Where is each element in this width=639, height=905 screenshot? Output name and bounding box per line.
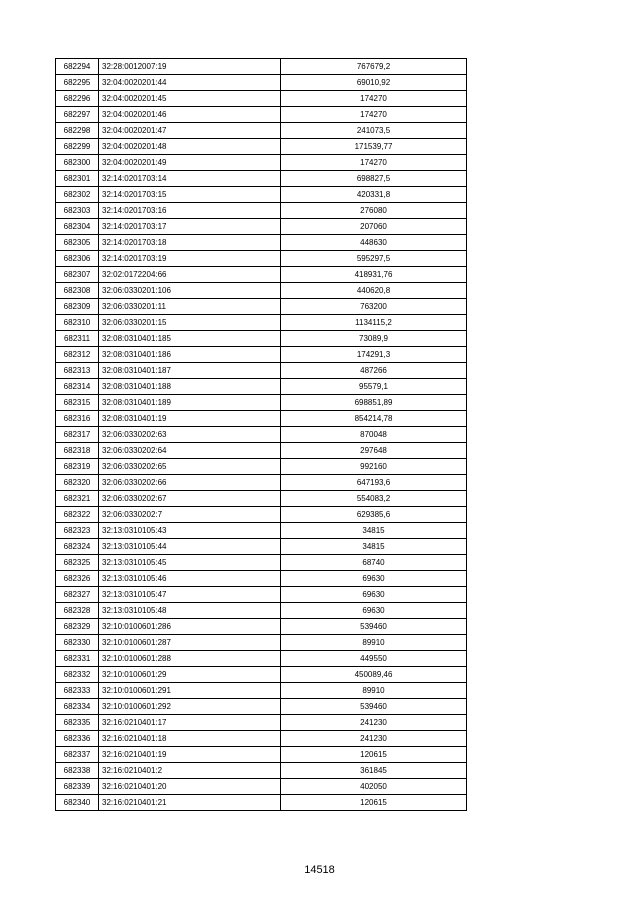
row-number-cell: 682321	[56, 491, 99, 507]
cadastral-value-cell: 69630	[281, 571, 467, 587]
table-row	[56, 379, 467, 395]
row-number-cell: 682317	[56, 427, 99, 443]
cadastral-number-cell: 32:14:0201703:18	[99, 235, 281, 251]
row-number-cell: 682323	[56, 523, 99, 539]
cadastral-number-cell: 32:06:0330202:63	[99, 427, 281, 443]
cadastral-value-cell: 34815	[281, 539, 467, 555]
cadastral-number-cell: 32:13:0310105:47	[99, 587, 281, 603]
cadastral-value-cell: 539460	[281, 619, 467, 635]
table-row	[56, 75, 467, 91]
row-number-cell: 682327	[56, 587, 99, 603]
cadastral-value-cell: 595297,5	[281, 251, 467, 267]
cadastral-number-cell: 32:08:0310401:188	[99, 379, 281, 395]
cadastral-number-cell: 32:08:0310401:19	[99, 411, 281, 427]
cadastral-value-cell: 174291,3	[281, 347, 467, 363]
cadastral-number-cell: 32:06:0330202:66	[99, 475, 281, 491]
cadastral-value-cell: 34815	[281, 523, 467, 539]
table-row	[56, 555, 467, 571]
cadastral-number-cell: 32:10:0100601:291	[99, 683, 281, 699]
table-row	[56, 139, 467, 155]
cadastral-value-cell: 89910	[281, 683, 467, 699]
row-number-cell: 682334	[56, 699, 99, 715]
table-row	[56, 331, 467, 347]
table-row	[56, 443, 467, 459]
table-row	[56, 683, 467, 699]
cadastral-number-cell: 32:10:0100601:288	[99, 651, 281, 667]
row-number-cell: 682312	[56, 347, 99, 363]
cadastral-number-cell: 32:04:0020201:49	[99, 155, 281, 171]
cadastral-number-cell: 32:28:0012007:19	[99, 59, 281, 75]
row-number-cell: 682316	[56, 411, 99, 427]
table-row	[56, 651, 467, 667]
cadastral-value-cell: 207060	[281, 219, 467, 235]
table-row	[56, 347, 467, 363]
row-number-cell: 682340	[56, 795, 99, 811]
cadastral-number-cell: 32:10:0100601:287	[99, 635, 281, 651]
cadastral-number-cell: 32:10:0100601:286	[99, 619, 281, 635]
table-row	[56, 155, 467, 171]
cadastral-value-cell: 418931,76	[281, 267, 467, 283]
row-number-cell: 682300	[56, 155, 99, 171]
cadastral-number-cell: 32:13:0310105:43	[99, 523, 281, 539]
cadastral-value-cell: 241230	[281, 731, 467, 747]
row-number-cell: 682307	[56, 267, 99, 283]
cadastral-number-cell: 32:14:0201703:16	[99, 203, 281, 219]
cadastral-value-cell: 420331,8	[281, 187, 467, 203]
cadastral-value-cell: 174270	[281, 155, 467, 171]
cadastral-value-table	[55, 58, 467, 811]
table-row	[56, 539, 467, 555]
cadastral-number-cell: 32:06:0330202:7	[99, 507, 281, 523]
row-number-cell: 682329	[56, 619, 99, 635]
table-row	[56, 203, 467, 219]
cadastral-number-cell: 32:14:0201703:17	[99, 219, 281, 235]
cadastral-number-cell: 32:04:0020201:48	[99, 139, 281, 155]
row-number-cell: 682315	[56, 395, 99, 411]
cadastral-value-cell: 297648	[281, 443, 467, 459]
cadastral-value-cell: 448630	[281, 235, 467, 251]
table-row	[56, 507, 467, 523]
cadastral-number-cell: 32:06:0330201:15	[99, 315, 281, 331]
row-number-cell: 682338	[56, 763, 99, 779]
table-row	[56, 459, 467, 475]
table-row	[56, 187, 467, 203]
table-row	[56, 315, 467, 331]
table-row	[56, 107, 467, 123]
table-row	[56, 123, 467, 139]
cadastral-number-cell: 32:04:0020201:46	[99, 107, 281, 123]
row-number-cell: 682333	[56, 683, 99, 699]
cadastral-number-cell: 32:04:0020201:45	[99, 91, 281, 107]
cadastral-value-cell: 854214,78	[281, 411, 467, 427]
row-number-cell: 682298	[56, 123, 99, 139]
cadastral-value-cell: 629385,6	[281, 507, 467, 523]
table-row	[56, 779, 467, 795]
cadastral-value-cell: 89910	[281, 635, 467, 651]
cadastral-number-cell: 32:16:0210401:20	[99, 779, 281, 795]
cadastral-number-cell: 32:04:0020201:44	[99, 75, 281, 91]
table-row	[56, 699, 467, 715]
table-row	[56, 171, 467, 187]
row-number-cell: 682331	[56, 651, 99, 667]
cadastral-number-cell: 32:16:0210401:17	[99, 715, 281, 731]
row-number-cell: 682314	[56, 379, 99, 395]
row-number-cell: 682318	[56, 443, 99, 459]
cadastral-number-cell: 32:13:0310105:44	[99, 539, 281, 555]
cadastral-number-cell: 32:08:0310401:189	[99, 395, 281, 411]
cadastral-number-cell: 32:16:0210401:18	[99, 731, 281, 747]
row-number-cell: 682339	[56, 779, 99, 795]
cadastral-number-cell: 32:13:0310105:46	[99, 571, 281, 587]
table-row	[56, 763, 467, 779]
cadastral-number-cell: 32:14:0201703:19	[99, 251, 281, 267]
row-number-cell: 682303	[56, 203, 99, 219]
cadastral-value-cell: 767679,2	[281, 59, 467, 75]
cadastral-value-cell: 69630	[281, 603, 467, 619]
table-row	[56, 523, 467, 539]
row-number-cell: 682302	[56, 187, 99, 203]
row-number-cell: 682326	[56, 571, 99, 587]
cadastral-number-cell: 32:10:0100601:292	[99, 699, 281, 715]
table-row	[56, 251, 467, 267]
cadastral-number-cell: 32:10:0100601:29	[99, 667, 281, 683]
row-number-cell: 682299	[56, 139, 99, 155]
table-row	[56, 267, 467, 283]
cadastral-value-cell: 95579,1	[281, 379, 467, 395]
cadastral-value-cell: 698851,89	[281, 395, 467, 411]
row-number-cell: 682301	[56, 171, 99, 187]
cadastral-number-cell: 32:06:0330202:65	[99, 459, 281, 475]
row-number-cell: 682297	[56, 107, 99, 123]
cadastral-number-cell: 32:08:0310401:186	[99, 347, 281, 363]
row-number-cell: 682332	[56, 667, 99, 683]
cadastral-value-cell: 241073,5	[281, 123, 467, 139]
cadastral-value-cell: 698827,5	[281, 171, 467, 187]
table-row	[56, 427, 467, 443]
row-number-cell: 682313	[56, 363, 99, 379]
table-row	[56, 571, 467, 587]
row-number-cell: 682304	[56, 219, 99, 235]
cadastral-number-cell: 32:16:0210401:21	[99, 795, 281, 811]
table-row	[56, 283, 467, 299]
cadastral-value-cell: 539460	[281, 699, 467, 715]
row-number-cell: 682335	[56, 715, 99, 731]
table-row	[56, 587, 467, 603]
row-number-cell: 682310	[56, 315, 99, 331]
table-row	[56, 603, 467, 619]
row-number-cell: 682305	[56, 235, 99, 251]
row-number-cell: 682308	[56, 283, 99, 299]
table-row	[56, 731, 467, 747]
row-number-cell: 682306	[56, 251, 99, 267]
cadastral-value-cell: 870048	[281, 427, 467, 443]
cadastral-number-cell: 32:13:0310105:45	[99, 555, 281, 571]
cadastral-value-cell: 174270	[281, 91, 467, 107]
row-number-cell: 682337	[56, 747, 99, 763]
table-row	[56, 411, 467, 427]
row-number-cell: 682294	[56, 59, 99, 75]
table-row	[56, 219, 467, 235]
cadastral-number-cell: 32:16:0210401:2	[99, 763, 281, 779]
cadastral-value-cell: 554083,2	[281, 491, 467, 507]
cadastral-value-cell: 402050	[281, 779, 467, 795]
cadastral-value-cell: 120615	[281, 795, 467, 811]
cadastral-number-cell: 32:13:0310105:48	[99, 603, 281, 619]
cadastral-value-cell: 1134115,2	[281, 315, 467, 331]
row-number-cell: 682325	[56, 555, 99, 571]
cadastral-number-cell: 32:06:0330202:67	[99, 491, 281, 507]
cadastral-value-cell: 449550	[281, 651, 467, 667]
table-row	[56, 363, 467, 379]
cadastral-value-cell: 763200	[281, 299, 467, 315]
table-row	[56, 235, 467, 251]
cadastral-value-cell: 992160	[281, 459, 467, 475]
table-row	[56, 59, 467, 75]
row-number-cell: 682336	[56, 731, 99, 747]
table-row	[56, 747, 467, 763]
row-number-cell: 682320	[56, 475, 99, 491]
row-number-cell: 682295	[56, 75, 99, 91]
table-row	[56, 395, 467, 411]
page-number: 14518	[304, 864, 335, 876]
cadastral-value-cell: 69630	[281, 587, 467, 603]
row-number-cell: 682296	[56, 91, 99, 107]
cadastral-value-cell: 174270	[281, 107, 467, 123]
cadastral-value-cell: 647193,6	[281, 475, 467, 491]
cadastral-number-cell: 32:14:0201703:15	[99, 187, 281, 203]
row-number-cell: 682319	[56, 459, 99, 475]
cadastral-value-cell: 276080	[281, 203, 467, 219]
cadastral-value-cell: 171539,77	[281, 139, 467, 155]
table-row	[56, 299, 467, 315]
table-body	[56, 59, 467, 811]
cadastral-number-cell: 32:08:0310401:187	[99, 363, 281, 379]
row-number-cell: 682311	[56, 331, 99, 347]
cadastral-value-cell: 361845	[281, 763, 467, 779]
table-row	[56, 475, 467, 491]
table-row	[56, 91, 467, 107]
cadastral-value-cell: 440620,8	[281, 283, 467, 299]
table-row	[56, 619, 467, 635]
cadastral-value-cell: 69010,92	[281, 75, 467, 91]
table-row	[56, 715, 467, 731]
row-number-cell: 682309	[56, 299, 99, 315]
cadastral-value-cell: 487266	[281, 363, 467, 379]
cadastral-number-cell: 32:06:0330201:106	[99, 283, 281, 299]
table-row	[56, 667, 467, 683]
cadastral-value-cell: 241230	[281, 715, 467, 731]
cadastral-number-cell: 32:14:0201703:14	[99, 171, 281, 187]
cadastral-number-cell: 32:06:0330202:64	[99, 443, 281, 459]
cadastral-value-cell: 450089,46	[281, 667, 467, 683]
cadastral-value-cell: 73089,9	[281, 331, 467, 347]
row-number-cell: 682328	[56, 603, 99, 619]
row-number-cell: 682330	[56, 635, 99, 651]
table-row	[56, 795, 467, 811]
cadastral-value-cell: 68740	[281, 555, 467, 571]
cadastral-number-cell: 32:06:0330201:11	[99, 299, 281, 315]
cadastral-number-cell: 32:04:0020201:47	[99, 123, 281, 139]
row-number-cell: 682324	[56, 539, 99, 555]
table-row	[56, 491, 467, 507]
cadastral-number-cell: 32:16:0210401:19	[99, 747, 281, 763]
cadastral-number-cell: 32:08:0310401:185	[99, 331, 281, 347]
cadastral-number-cell: 32:02:0172204:66	[99, 267, 281, 283]
row-number-cell: 682322	[56, 507, 99, 523]
table-row	[56, 635, 467, 651]
cadastral-value-cell: 120615	[281, 747, 467, 763]
